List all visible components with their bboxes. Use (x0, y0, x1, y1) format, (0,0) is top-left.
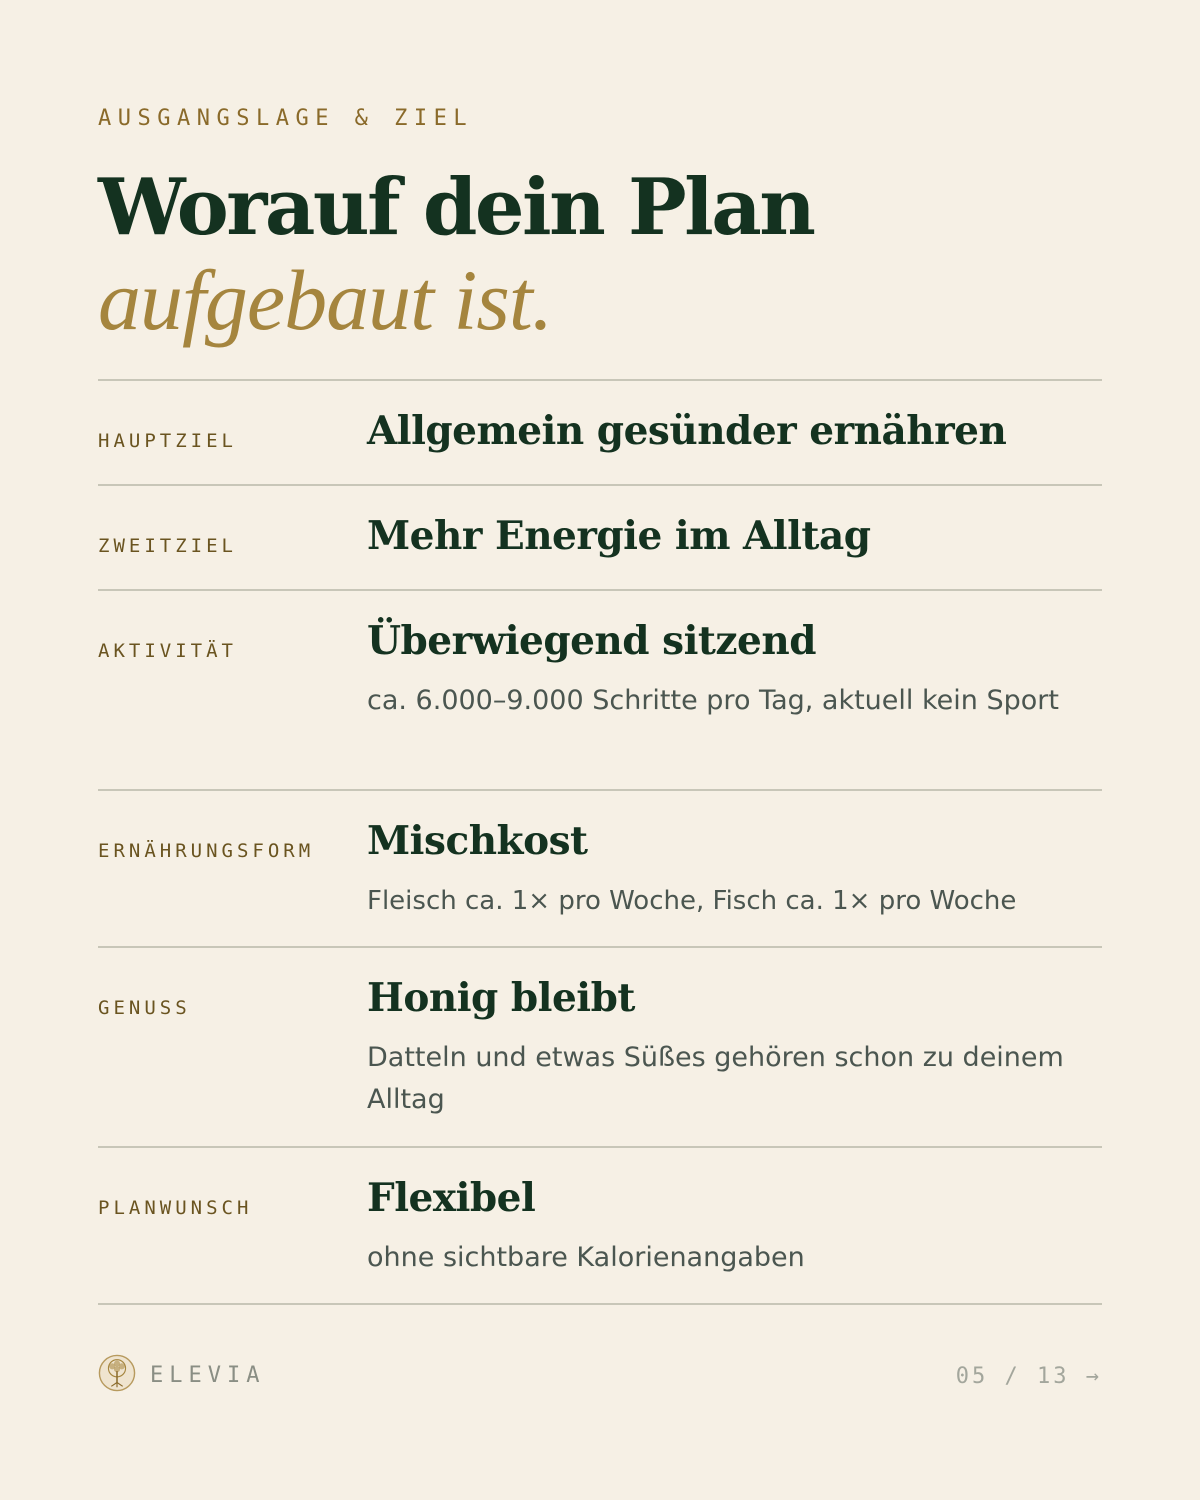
row-description: ca. 6.000–9.000 Schritte pro Tag, aktuell kein Sport (367, 685, 1059, 716)
row-description: ohne sichtbare Kalorienangaben (367, 1242, 805, 1273)
profile-row-hauptziel (98, 381, 1102, 486)
profile-list (98, 379, 1102, 1305)
row-label: GENUSS (98, 997, 191, 1019)
row-label: AKTIVITÄT (98, 640, 237, 662)
row-label: ZWEITZIEL (98, 535, 237, 557)
profile-row-aktivitaet (98, 591, 1102, 791)
brand-name: ELEVIA (150, 1363, 266, 1388)
row-label: HAUPTZIEL (98, 430, 237, 452)
profile-row-zweitziel (98, 486, 1102, 591)
footer-brand (98, 1354, 265, 1397)
eyebrow: AUSGANGSLAGE & ZIEL (98, 106, 474, 131)
row-value: Überwiegend sitzend (367, 618, 816, 664)
page (98, 0, 1102, 1500)
row-value: Allgemein gesünder ernähren (367, 408, 1007, 454)
row-value: Flexibel (367, 1175, 536, 1221)
row-value: Mischkost (367, 818, 588, 864)
row-label: PLANWUNSCH (98, 1197, 253, 1219)
profile-row-planwunsch (98, 1148, 1102, 1305)
row-description: Datteln und etwas Süßes gehören schon zu deinem Alltag (367, 1042, 1064, 1115)
row-value: Mehr Energie im Alltag (367, 513, 871, 559)
profile-row-genuss (98, 948, 1102, 1148)
page-title-accent: aufgebaut ist. (98, 252, 553, 348)
row-value: Honig bleibt (367, 975, 635, 1021)
profile-row-ernaehrungsform (98, 791, 1102, 948)
row-description: Fleisch ca. 1× pro Woche, Fisch ca. 1× pro Woche (367, 886, 1017, 916)
row-label: ERNÄHRUNGSFORM (98, 840, 315, 862)
page-title: Worauf dein Plan (98, 162, 814, 253)
tree-of-life-icon (98, 1354, 136, 1397)
page-indicator[interactable]: 05 / 13 → (955, 1364, 1102, 1389)
